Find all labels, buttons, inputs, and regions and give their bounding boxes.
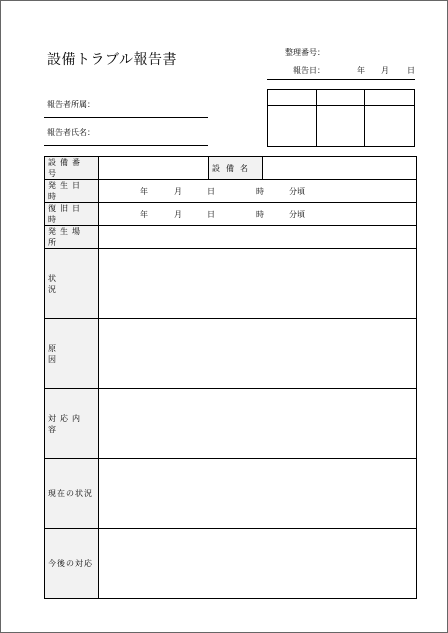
stamp-cell[interactable] bbox=[317, 106, 366, 146]
approval-stamp-grid bbox=[267, 89, 415, 147]
occur-datetime-label: 発生日時 bbox=[45, 180, 99, 203]
table-row bbox=[45, 226, 417, 249]
report-date-label: 報告日： bbox=[293, 66, 325, 75]
current-text: 現在の状況 bbox=[48, 489, 93, 498]
reporter-dept-label: 報告者所属： bbox=[47, 100, 95, 109]
equip-name-field[interactable] bbox=[263, 157, 417, 180]
dt-year: 年 bbox=[140, 210, 148, 219]
situation-text: 状況 bbox=[48, 273, 82, 294]
occur-datetime-field[interactable] bbox=[99, 180, 417, 203]
dt-year: 年 bbox=[140, 187, 148, 196]
recover-datetime-field[interactable] bbox=[99, 203, 417, 226]
table-row bbox=[45, 389, 417, 459]
dt-hour: 時 bbox=[256, 210, 264, 219]
stamp-header-cell bbox=[317, 90, 366, 106]
seiri-number-label: 整理番号： bbox=[285, 48, 325, 57]
dt-month: 月 bbox=[174, 187, 182, 196]
current-label bbox=[45, 459, 99, 529]
future-label bbox=[45, 529, 99, 599]
response-label bbox=[45, 389, 99, 459]
document-title: 設備トラブル報告書 bbox=[47, 52, 177, 68]
equip-no-field[interactable] bbox=[99, 157, 209, 180]
dt-month: 月 bbox=[174, 210, 182, 219]
future-text: 今後の対応 bbox=[48, 559, 93, 568]
situation-field[interactable] bbox=[99, 249, 417, 319]
current-field[interactable] bbox=[99, 459, 417, 529]
table-row bbox=[45, 319, 417, 389]
dt-minute: 分頃 bbox=[289, 187, 305, 196]
place-field[interactable] bbox=[99, 226, 417, 249]
report-date-day: 日 bbox=[407, 66, 415, 75]
cause-text: 原因 bbox=[48, 343, 82, 364]
place-label: 発生場所 bbox=[45, 226, 99, 249]
table-row bbox=[45, 157, 417, 180]
dt-minute: 分頃 bbox=[289, 210, 305, 219]
table-row bbox=[45, 180, 417, 203]
response-field[interactable] bbox=[99, 389, 417, 459]
situation-label bbox=[45, 249, 99, 319]
future-field[interactable] bbox=[99, 529, 417, 599]
report-date-year: 年 bbox=[357, 66, 365, 75]
equip-no-label: 設備番号 bbox=[45, 157, 99, 180]
cause-field[interactable] bbox=[99, 319, 417, 389]
reporter-name-line bbox=[44, 145, 208, 146]
response-text: 対応内容 bbox=[48, 413, 84, 434]
report-date-month: 月 bbox=[381, 66, 389, 75]
reporter-name-label: 報告者氏名： bbox=[47, 128, 95, 137]
header-rule bbox=[267, 79, 415, 80]
reporter-dept-line bbox=[44, 117, 208, 118]
stamp-cell[interactable] bbox=[365, 106, 414, 146]
dt-day: 日 bbox=[207, 210, 215, 219]
equip-name-label: 設備名 bbox=[209, 157, 263, 180]
table-row bbox=[45, 203, 417, 226]
cause-label bbox=[45, 319, 99, 389]
stamp-cell[interactable] bbox=[268, 106, 317, 146]
dt-day: 日 bbox=[207, 187, 215, 196]
dt-hour: 時 bbox=[256, 187, 264, 196]
recover-datetime-label: 復旧日時 bbox=[45, 203, 99, 226]
report-table bbox=[44, 156, 417, 599]
stamp-header-cell bbox=[268, 90, 317, 106]
table-row bbox=[45, 249, 417, 319]
stamp-header-cell bbox=[365, 90, 414, 106]
table-row bbox=[45, 529, 417, 599]
table-row bbox=[45, 459, 417, 529]
